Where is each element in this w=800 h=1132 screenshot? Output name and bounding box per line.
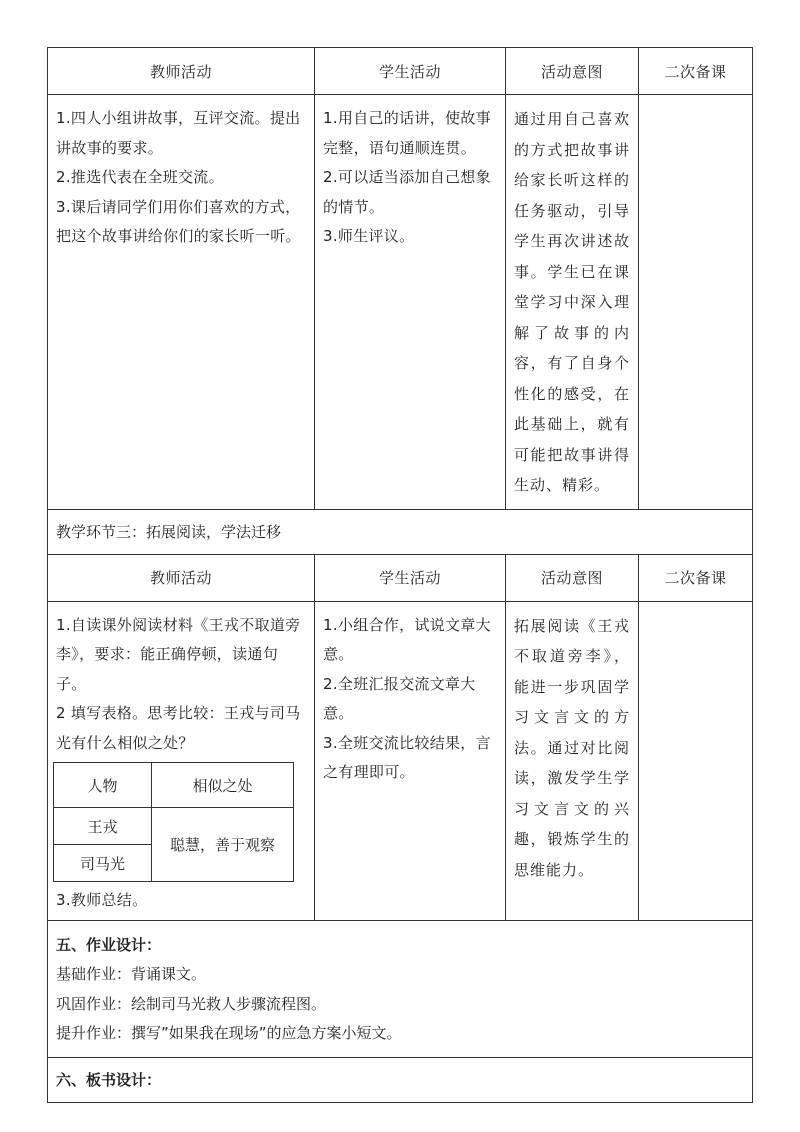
table-header-row-2 — [48, 554, 753, 601]
comparison-table — [53, 762, 294, 882]
comparison-person: 司马光 — [54, 845, 152, 882]
student-item: 2.可以适当添加自己想象的情节。 — [323, 168, 491, 216]
teacher-activity-cell-2 — [48, 601, 315, 920]
header-activity-intent: 活动意图 — [506, 554, 639, 601]
section-3-title: 教学环节三：拓展阅读，学法迁移 — [48, 509, 753, 554]
teacher-item: 3.课后请同学们用你们喜欢的方式，把这个故事讲给你们的家长听一听。 — [56, 197, 301, 245]
comparison-person: 王戎 — [54, 808, 152, 845]
student-item: 2.全班汇报交流文章大意。 — [323, 674, 476, 722]
lesson-plan-page — [47, 47, 752, 1103]
teacher-activity-cell-1 — [48, 95, 315, 510]
activity-row-1 — [48, 95, 753, 510]
teacher-item: 3.教师总结。 — [56, 891, 148, 909]
activity-row-2 — [48, 601, 753, 920]
teacher-item: 1.自读课外阅读材料《王戎不取道旁李》，要求：能正确停顿，读通句子。 — [56, 615, 301, 693]
header-teacher-activity: 教师活动 — [48, 48, 315, 95]
student-activity-cell-1 — [315, 95, 506, 510]
secondary-prep-cell-2[interactable] — [639, 601, 753, 920]
comparison-header-person: 人物 — [54, 763, 152, 808]
teacher-item: 2.推选代表在全班交流。 — [56, 168, 224, 186]
table-header-row-1 — [48, 48, 753, 95]
student-activity-cell-2 — [315, 601, 506, 920]
homework-item: 提升作业：撰写”如果我在现场”的应急方案小短文。 — [56, 1024, 402, 1042]
header-teacher-activity: 教师活动 — [48, 554, 315, 601]
comparison-similarity: 聪慧，善于观察 — [152, 808, 294, 882]
student-item: 3.全班交流比较结果，言之有理即可。 — [323, 733, 491, 781]
intent-text: 通过用自己喜欢的方式把故事讲给家长听这样的任务驱动，引导学生再次讲述故事。学生已在课堂学习中深入理解了故事的内容，有了自身个性化的感受，在此基础上，就有可能把故事讲得生动、精彩。 — [514, 110, 630, 494]
intent-text: 拓展阅读《王戎不取道旁李》，能进一步巩固学习文言文的方法。通过对比阅读，激发学生学习文言文的兴趣，锻炼学生的思维能力。 — [514, 616, 630, 879]
activity-intent-cell-2 — [506, 601, 639, 920]
homework-item: 基础作业：背诵课文。 — [56, 965, 207, 983]
section-3-row — [48, 509, 753, 554]
homework-title: 五、作业设计： — [56, 935, 162, 954]
board-design-title: 六、板书设计： — [48, 1057, 753, 1102]
header-secondary-prep: 二次备课 — [639, 554, 753, 601]
teacher-item: 1.四人小组讲故事，互评交流。提出讲故事的要求。 — [56, 109, 301, 157]
teacher-item: 2 填写表格。思考比较：王戎与司马光有什么相似之处？ — [56, 704, 301, 752]
header-activity-intent: 活动意图 — [506, 48, 639, 95]
homework-cell — [48, 920, 753, 1057]
homework-item: 巩固作业：绘制司马光救人步骤流程图。 — [56, 994, 327, 1013]
comparison-header-similarity: 相似之处 — [152, 763, 294, 808]
header-student-activity: 学生活动 — [315, 554, 506, 601]
secondary-prep-cell-1[interactable] — [639, 95, 753, 510]
board-design-row — [48, 1057, 753, 1102]
header-secondary-prep: 二次备课 — [639, 48, 753, 95]
student-item: 3.师生评议。 — [323, 227, 415, 245]
activity-intent-cell-1 — [506, 95, 639, 510]
homework-row — [48, 920, 753, 1057]
header-student-activity: 学生活动 — [315, 48, 506, 95]
student-item: 1.小组合作，试说文章大意。 — [323, 615, 491, 663]
student-item: 1.用自己的话讲，使故事完整，语句通顺连贯。 — [323, 109, 491, 157]
lesson-plan-table — [47, 47, 753, 1103]
